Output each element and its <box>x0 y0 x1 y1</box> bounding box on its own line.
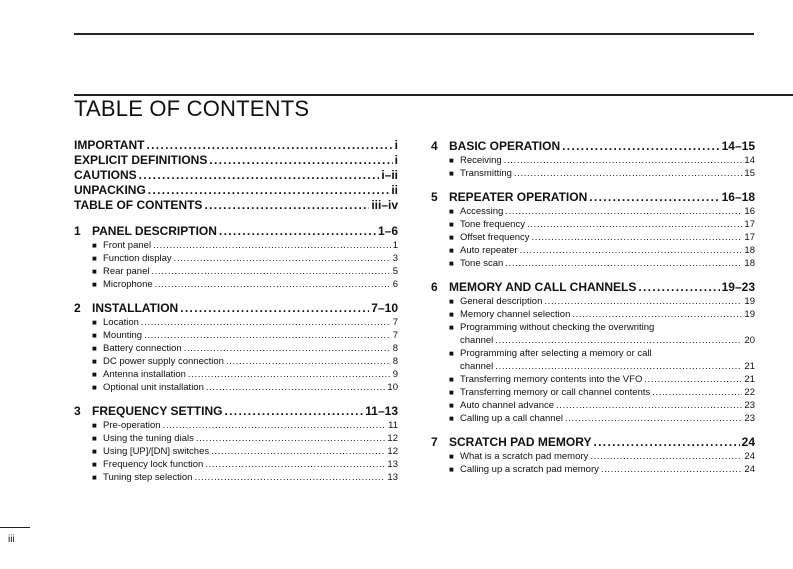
bullet-icon: ■ <box>92 434 97 443</box>
leader-dots <box>556 399 742 412</box>
section-title: FREQUENCY SETTING <box>92 404 223 418</box>
bullet-icon: ■ <box>449 297 454 306</box>
toc-item-label: Microphone <box>103 279 153 290</box>
leader-dots <box>514 167 743 180</box>
toc-item-label: Accessing <box>460 206 504 217</box>
leader-dots <box>139 168 380 183</box>
toc-item[interactable] <box>92 252 398 265</box>
leader-dots <box>174 252 391 265</box>
section-page: 1–6 <box>377 224 398 238</box>
toc-right-column <box>431 138 755 476</box>
toc-item-page: 15 <box>744 168 755 179</box>
leader-dots <box>204 198 369 213</box>
toc-item-label: Battery connection <box>103 343 182 354</box>
leader-dots <box>196 432 386 445</box>
bullet-icon: ■ <box>449 220 454 229</box>
toc-item-label: Programming after selecting a memory or call <box>460 348 652 359</box>
toc-entry-unpacking[interactable] <box>74 183 398 198</box>
leader-dots <box>544 295 742 308</box>
toc-item-label: Frequency lock function <box>103 459 204 470</box>
bullet-icon: ■ <box>92 460 97 469</box>
toc-item-page: 24 <box>744 451 755 462</box>
section-page: 11–13 <box>365 404 398 418</box>
toc-item[interactable] <box>449 399 755 412</box>
bullet-icon: ■ <box>92 254 97 263</box>
toc-item[interactable] <box>449 373 755 386</box>
bullet-icon: ■ <box>92 357 97 366</box>
toc-item[interactable] <box>92 265 398 278</box>
toc-section-3[interactable] <box>74 403 398 419</box>
toc-item[interactable] <box>449 295 755 308</box>
toc-item[interactable] <box>449 321 755 334</box>
toc-entry-label: CAUTIONS <box>74 168 137 182</box>
toc-item-label: Front panel <box>103 240 152 251</box>
toc-section-5[interactable] <box>431 189 755 205</box>
toc-item-page: 19 <box>744 309 755 320</box>
leader-dots <box>219 223 376 239</box>
leader-dots <box>495 334 742 347</box>
toc-entry-page: i–ii <box>381 168 398 182</box>
leader-dots <box>590 450 742 463</box>
toc-item-page: 17 <box>744 219 755 230</box>
leader-dots <box>144 329 391 342</box>
section-number: 2 <box>74 301 81 315</box>
section-number: 5 <box>431 190 438 204</box>
toc-item[interactable] <box>449 412 755 425</box>
leader-dots <box>146 138 392 153</box>
leader-dots <box>184 342 391 355</box>
toc-item[interactable] <box>92 368 398 381</box>
bullet-icon: ■ <box>92 280 97 289</box>
toc-item[interactable] <box>92 239 398 252</box>
toc-item-label: Transmitting <box>460 168 512 179</box>
toc-item-page: 14 <box>744 155 755 166</box>
toc-item-page: 8 <box>392 343 398 354</box>
toc-item-label: Transferring memory contents into the VFO <box>460 374 643 385</box>
toc-item-label: Rear panel <box>103 266 150 277</box>
toc-entry-table-of-contents[interactable] <box>74 198 398 213</box>
toc-item[interactable] <box>92 419 398 432</box>
toc-item-page: 18 <box>744 258 755 269</box>
toc-entry-page: ii <box>391 183 398 197</box>
toc-entry-important[interactable] <box>74 138 398 153</box>
leader-dots <box>505 257 742 270</box>
toc-entry-label: EXPLICIT DEFINITIONS <box>74 153 208 167</box>
toc-left-column <box>74 138 398 484</box>
bullet-icon: ■ <box>92 421 97 430</box>
leader-dots <box>505 205 742 218</box>
toc-item[interactable] <box>449 257 755 270</box>
toc-item-label: Location <box>103 317 139 328</box>
toc-item-page: 7 <box>392 330 398 341</box>
section-number: 6 <box>431 280 438 294</box>
leader-dots <box>532 231 743 244</box>
toc-entry-page: iii–iv <box>371 198 398 212</box>
toc-entry-page: i <box>394 138 398 152</box>
toc-item-page: 5 <box>392 266 398 277</box>
toc-item-page: 20 <box>744 335 755 346</box>
bullet-icon: ■ <box>92 383 97 392</box>
toc-item-page: 11 <box>388 420 398 431</box>
bullet-icon: ■ <box>92 447 97 456</box>
toc-item-page: 1 <box>392 240 398 251</box>
toc-item-page: 6 <box>392 279 398 290</box>
toc-item-page: 9 <box>392 369 398 380</box>
toc-item-label: Auto repeater <box>460 245 518 256</box>
toc-item-page: 12 <box>387 433 398 444</box>
toc-item-label: Transferring memory or call channel contents <box>460 387 651 398</box>
toc-entry-page: i <box>394 153 398 167</box>
toc-item-page: 21 <box>744 374 755 385</box>
toc-item[interactable] <box>449 205 755 218</box>
toc-item[interactable] <box>92 342 398 355</box>
section-title: REPEATER OPERATION <box>449 190 588 204</box>
toc-item[interactable] <box>449 386 755 399</box>
section-page: 7–10 <box>371 301 398 315</box>
bullet-icon: ■ <box>449 388 454 397</box>
bullet-icon: ■ <box>449 207 454 216</box>
toc-item-label: Function display <box>103 253 172 264</box>
toc-item-page: 24 <box>744 464 755 475</box>
toc-entry-label: IMPORTANT <box>74 138 145 152</box>
toc-item[interactable] <box>92 329 398 342</box>
toc-item-label: Using the tuning dials <box>103 433 194 444</box>
section-title: PANEL DESCRIPTION <box>92 224 217 238</box>
bullet-icon: ■ <box>449 156 454 165</box>
leader-dots <box>593 434 739 450</box>
section-number: 4 <box>431 139 438 153</box>
toc-item-page: 21 <box>744 361 755 372</box>
bullet-icon: ■ <box>449 375 454 384</box>
footer-rule <box>0 527 30 528</box>
leader-dots <box>153 239 391 252</box>
leader-dots <box>565 412 742 425</box>
toc-item[interactable] <box>92 355 398 368</box>
toc-item-label: channel <box>460 361 494 372</box>
toc-item[interactable] <box>449 231 755 244</box>
toc-item-label: Tuning step selection <box>103 472 193 483</box>
toc-item[interactable] <box>449 308 755 321</box>
toc-item-label: Offset frequency <box>460 232 530 243</box>
leader-dots <box>148 183 390 198</box>
toc-item-label: Auto channel advance <box>460 400 555 411</box>
page-number: iii <box>8 534 15 545</box>
toc-item-page: 3 <box>392 253 398 264</box>
toc-item-label: channel <box>460 335 494 346</box>
leader-dots <box>206 381 386 394</box>
toc-section-4[interactable] <box>431 138 755 154</box>
toc-section-7[interactable] <box>431 434 755 450</box>
toc-item-page: 7 <box>392 317 398 328</box>
toc-entry-label: UNPACKING <box>74 183 146 197</box>
leader-dots <box>163 419 387 432</box>
toc-item[interactable] <box>92 316 398 329</box>
toc-item[interactable] <box>92 445 398 458</box>
leader-dots <box>188 368 391 381</box>
toc-item[interactable] <box>92 458 398 471</box>
leader-dots <box>495 360 742 373</box>
toc-item[interactable] <box>449 154 755 167</box>
leader-dots <box>224 403 363 419</box>
toc-item-label: Tone scan <box>460 258 504 269</box>
bullet-icon: ■ <box>449 401 454 410</box>
toc-item[interactable] <box>92 432 398 445</box>
bullet-icon: ■ <box>449 414 454 423</box>
bullet-icon: ■ <box>449 169 454 178</box>
leader-dots <box>194 471 385 484</box>
toc-entry-label: TABLE OF CONTENTS <box>74 198 203 212</box>
toc-item-page: 8 <box>392 356 398 367</box>
section-number: 1 <box>74 224 81 238</box>
toc-item[interactable] <box>449 244 755 257</box>
leader-dots <box>520 244 743 257</box>
leader-dots <box>644 373 742 386</box>
toc-item[interactable] <box>449 463 755 476</box>
toc-item-label: Receiving <box>460 155 502 166</box>
leader-dots <box>226 355 391 368</box>
bullet-icon: ■ <box>449 349 454 358</box>
header-rule <box>74 33 754 35</box>
bullet-icon: ■ <box>92 370 97 379</box>
toc-item-label: Using [UP]/[DN] switches <box>103 446 210 457</box>
toc-item[interactable] <box>92 471 398 484</box>
toc-section-6[interactable] <box>431 279 755 295</box>
toc-item[interactable] <box>92 381 398 394</box>
toc-item[interactable] <box>449 218 755 231</box>
toc-item-label: Tone frequency <box>460 219 525 230</box>
bullet-icon: ■ <box>92 344 97 353</box>
section-title: MEMORY AND CALL CHANNELS <box>449 280 637 294</box>
bullet-icon: ■ <box>449 246 454 255</box>
toc-item[interactable] <box>92 278 398 291</box>
toc-entry-explicit-definitions[interactable] <box>74 153 398 168</box>
leader-dots <box>209 153 392 168</box>
leader-dots <box>151 265 390 278</box>
leader-dots <box>652 386 742 399</box>
toc-item-page: 13 <box>387 472 398 483</box>
toc-item-label: Mounting <box>103 330 143 341</box>
toc-section-1[interactable] <box>74 223 398 239</box>
bullet-icon: ■ <box>449 310 454 319</box>
section-title: BASIC OPERATION <box>449 139 561 153</box>
toc-item-label: Calling up a call channel <box>460 413 563 424</box>
section-title: SCRATCH PAD MEMORY <box>449 435 592 449</box>
toc-item-page: 23 <box>744 413 755 424</box>
toc-item-page: 22 <box>744 387 755 398</box>
leader-dots <box>155 278 391 291</box>
toc-item-label: Antenna installation <box>103 369 186 380</box>
leader-dots <box>572 308 742 321</box>
section-number: 7 <box>431 435 438 449</box>
section-title: INSTALLATION <box>92 301 179 315</box>
bullet-icon: ■ <box>449 465 454 474</box>
toc-item-label: General description <box>460 296 543 307</box>
toc-item-label: Calling up a scratch pad memory <box>460 464 599 475</box>
toc-item-continued[interactable] <box>460 334 755 347</box>
toc-item-label: Memory channel selection <box>460 309 571 320</box>
leader-dots <box>504 154 743 167</box>
page-title: TABLE OF CONTENTS <box>74 96 310 121</box>
toc-item-page: 13 <box>387 459 398 470</box>
toc-item-page: 19 <box>744 296 755 307</box>
section-page: 14–15 <box>721 139 755 153</box>
toc-item-page: 18 <box>744 245 755 256</box>
bullet-icon: ■ <box>92 241 97 250</box>
bullet-icon: ■ <box>449 233 454 242</box>
bullet-icon: ■ <box>92 267 97 276</box>
leader-dots <box>527 218 742 231</box>
leader-dots <box>211 445 385 458</box>
toc-item-label: Programming without checking the overwriting <box>460 322 655 333</box>
toc-item-page: 23 <box>744 400 755 411</box>
toc-item-page: 12 <box>387 446 398 457</box>
leader-dots <box>141 316 391 329</box>
toc-item-continued[interactable] <box>460 360 755 373</box>
toc-item[interactable] <box>449 167 755 180</box>
toc-item-label: Optional unit installation <box>103 382 204 393</box>
toc-item-page: 10 <box>387 382 398 393</box>
section-page: 19–23 <box>721 280 755 294</box>
toc-item-label: What is a scratch pad memory <box>460 451 589 462</box>
section-number: 3 <box>74 404 81 418</box>
toc-item[interactable] <box>449 450 755 463</box>
section-page: 24 <box>741 435 755 449</box>
bullet-icon: ■ <box>92 331 97 340</box>
leader-dots <box>205 458 385 471</box>
bullet-icon: ■ <box>449 323 454 332</box>
toc-entry-cautions[interactable] <box>74 168 398 183</box>
toc-item-label: Pre-operation <box>103 420 161 431</box>
leader-dots <box>180 300 369 316</box>
toc-section-2[interactable] <box>74 300 398 316</box>
leader-dots <box>601 463 743 476</box>
toc-item-page: 17 <box>744 232 755 243</box>
leader-dots <box>589 189 719 205</box>
toc-item-page: 16 <box>744 206 755 217</box>
toc-item-label: DC power supply connection <box>103 356 224 367</box>
bullet-icon: ■ <box>92 473 97 482</box>
section-page: 16–18 <box>721 190 755 204</box>
bullet-icon: ■ <box>449 452 454 461</box>
bullet-icon: ■ <box>92 318 97 327</box>
leader-dots <box>638 279 719 295</box>
toc-item[interactable] <box>449 347 755 360</box>
leader-dots <box>562 138 720 154</box>
bullet-icon: ■ <box>449 259 454 268</box>
